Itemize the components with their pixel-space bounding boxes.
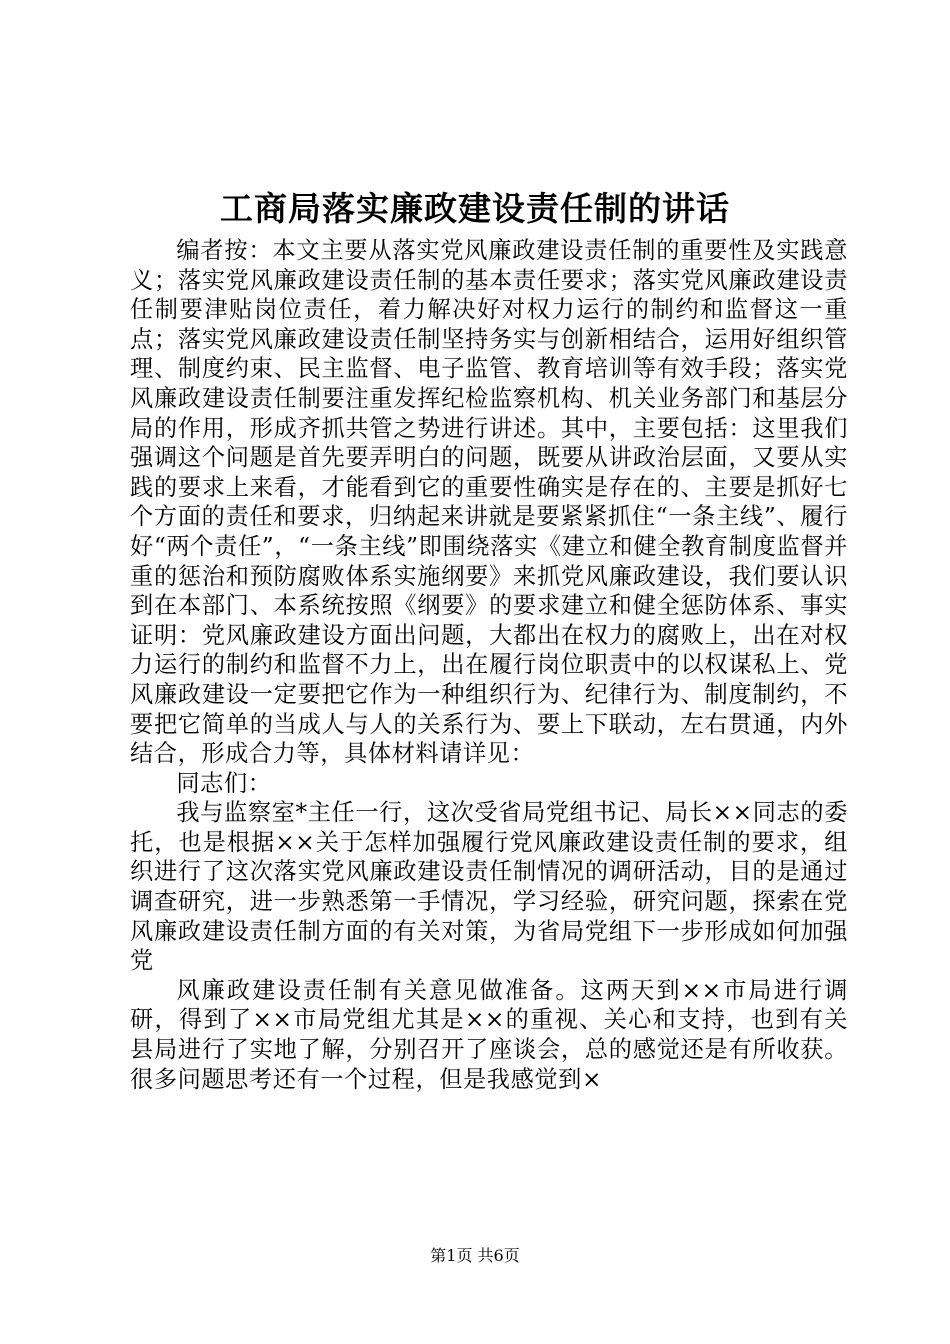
body-paragraph: 我与监察室*主任一行，这次受省局党组书记、局长××同志的委托，也是根据××关于怎样加强履行党风廉政建设责任制的要求，组织进行了这次落实党风廉政建设责任制情况的调研活动，目的是通过调查研究，进一步熟悉第一手情况，学习经验，研究问题，探索在党风廉政建设责任制方面的有关对策，为省局党组下一步形成如何加强党 bbox=[130, 799, 848, 975]
editor-note-paragraph: 编者按：本文主要从落实党风廉政建设责任制的重要性及实践意义；落实党风廉政建设责任制的基本责任要求；落实党风廉政建设责任制要津贴岗位责任，着力解决好对权力运行的制约和监督这一重点；落实党风廉政建设责任制坚持务实与创新相结合，运用好组织管理、制度约束、民主监督、电子监管、教育培训等有效手段；落实党风廉政建设责任制要注重发挥纪检监察机构、机关业务部门和基层分局的作用，形成齐抓共管之势进行讲述。其中，主要包括：这里我们强调这个问题是首先要弄明白的问题，既要从讲政治层面，又要从实践的要求上来看，才能看到它的重要性确实是存在的、主要是抓好七个方面的责任和要求，归纳起来讲就是要紧紧抓住“一条主线”、履行好“两个责任”，“一条主线”即围绕落实《建立和健全教育制度监督并重的惩治和预防腐败体系实施纲要》来抓党风廉政建设，我们要认识到在本部门、本系统按照《纲要》的要求建立和健全惩防体系、事实证明：党风廉政建设方面出问题，大都出在权力的腐败上，出在对权力运行的制约和监督不力上，出在履行岗位职责中的以权谋私上、党风廉政建设一定要把它作为一种组织行为、纪律行为、制度制约，不要把它简单的当成人与人的关系行为、要上下联动，左右贯通，内外结合，形成合力等，具体材料请详见： bbox=[130, 237, 848, 768]
page-number-footer: 第1页 共6页 bbox=[430, 1246, 520, 1265]
salutation-paragraph: 同志们： bbox=[176, 769, 272, 797]
document-body bbox=[130, 236, 848, 1094]
page-title: 工商局落实廉政建设责任制的讲话 bbox=[220, 189, 730, 228]
body-paragraph: 风廉政建设责任制有关意见做准备。这两天到××市局进行调研，得到了××市局党组尤其是××的重视、关心和支持，也到有关县局进行了实地了解，分别召开了座谈会，总的感觉还是有所收获。很多问题思考还有一个过程，但是我感觉到× bbox=[130, 976, 848, 1093]
